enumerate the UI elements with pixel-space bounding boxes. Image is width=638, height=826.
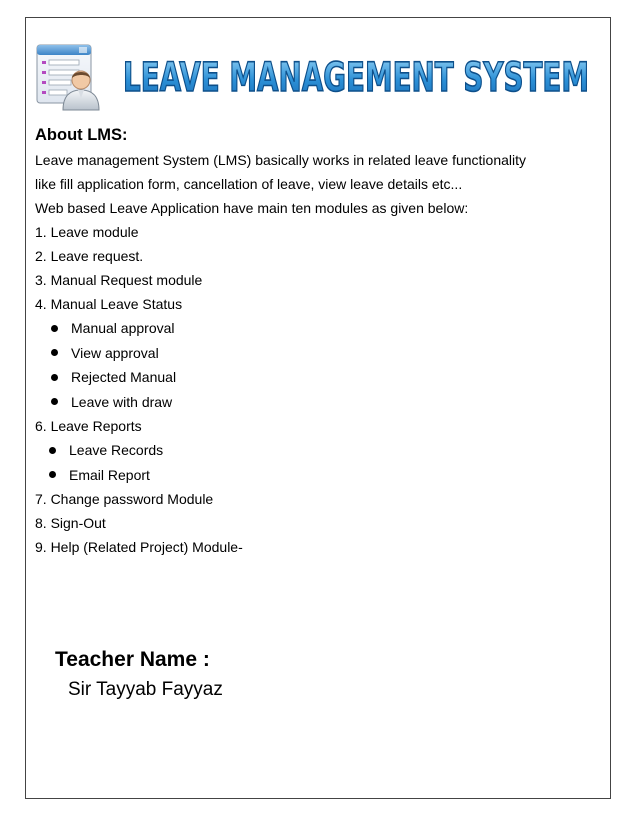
teacher-heading: Teacher Name : (55, 648, 210, 671)
list-item (35, 341, 595, 366)
bullet-icon (49, 471, 56, 478)
list-item-label: Email Report (69, 466, 150, 483)
user-form-icon (33, 40, 103, 112)
list-item (35, 463, 595, 488)
module-item-7: 7. Change password Module (35, 491, 214, 507)
description-line-2: like fill application form, cancellation of leave, view leave details etc... (35, 176, 463, 192)
list-item-label: View approval (71, 344, 159, 361)
module-item-2: 2. Leave request. (35, 248, 144, 264)
module-item-9: 9. Help (Related Project) Module- (35, 539, 243, 555)
module-item-8: 8. Sign-Out (35, 515, 106, 531)
list-item-label: Rejected Manual (71, 369, 177, 385)
bullet-icon (51, 325, 58, 332)
teacher-name: Sir Tayyab Fayyaz (68, 679, 223, 700)
list-item (35, 438, 595, 463)
about-section (35, 122, 595, 559)
description-line-3: Web based Leave Application have main ten modules as given below: (35, 200, 469, 216)
bullet-icon (51, 349, 58, 356)
list-item (35, 390, 595, 415)
bullet-icon (49, 447, 56, 454)
page-title (123, 49, 593, 109)
page-title-text: LEAVE MANAGEMENT SYSTEM (123, 55, 589, 101)
module-item-4: 4. Manual Leave Status (35, 296, 183, 312)
bullet-icon (51, 374, 58, 381)
module-item-3: 3. Manual Request module (35, 272, 203, 288)
list-item (35, 316, 595, 341)
list-item (35, 365, 595, 390)
module-item-1: 1. Leave module (35, 224, 139, 240)
module-item-6: 6. Leave Reports (35, 418, 142, 434)
header (33, 40, 603, 112)
list-item-label: Leave with draw (71, 393, 173, 410)
description-line-1: Leave management System (LMS) basically works in related leave functionality (35, 152, 527, 168)
list-item-label: Manual approval (71, 320, 175, 336)
bullet-icon (51, 398, 58, 405)
about-heading: About LMS: (35, 126, 128, 144)
list-item-label: Leave Records (69, 442, 164, 458)
